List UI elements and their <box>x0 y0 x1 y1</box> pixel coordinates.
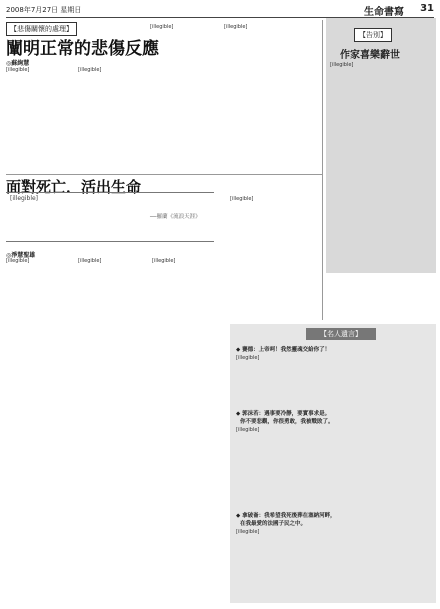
mingren-entry-head: ◆ 郭沫若：遇事要冷靜，要實事求是。 <box>236 411 331 417</box>
article2-col4: [illegible] <box>230 196 254 202</box>
article1-col2: [illegible] <box>78 67 102 73</box>
header-date: 2008年7月27日 星期日 <box>6 6 82 14</box>
article2-col2: [illegible] <box>78 258 102 264</box>
mingren-entry-sub: 你不要悲觀，你很勇敢，我被戰敗了。 <box>240 419 334 425</box>
article1-title: 闡明正常的悲傷反應 <box>6 39 159 59</box>
mingren-entry <box>236 346 436 410</box>
article1-byline: ◎蘇絢慧 <box>6 60 30 67</box>
mingren-entry-head: ◆ 賽德：上帝呵！我然靈魂交給你了！ <box>236 347 331 353</box>
article1-col1: [illegible] <box>6 67 30 73</box>
article2-quote-source: ──羅蘭《流浪天涯》 <box>150 214 201 220</box>
article2-title: 面對死亡．活出生命 <box>6 178 142 196</box>
page-number: 31 <box>420 3 434 14</box>
mingren-tag: 【名人遺言】 <box>306 328 376 340</box>
page-header <box>6 3 434 18</box>
mingren-entry-body: [illegible] <box>236 427 260 433</box>
mingren-entry <box>236 512 436 585</box>
article2-col3: [illegible] <box>152 258 176 264</box>
sidebar-title: 作家喜樂辭世 <box>340 50 400 61</box>
column-rule <box>322 20 323 320</box>
mingren-entry <box>236 410 436 505</box>
article1-tag: 【悲傷關懷的處理】 <box>6 22 77 36</box>
section-name: 生命書寫 <box>364 7 404 18</box>
mingren-entry-sub: 在我最愛的法國子民之中。 <box>240 521 307 527</box>
mingren-entry-head: ◆ 拿破崙：我希望我死後葬在塞納河畔， <box>236 513 336 519</box>
article2-byline: ◎淨慧聖雄 <box>6 252 36 259</box>
article1-col4: [illegible] <box>224 24 248 30</box>
sidebar-tag: 【告別】 <box>354 28 392 42</box>
article2-col1: [illegible] <box>6 258 30 264</box>
mingren-entry-body: [illegible] <box>236 529 260 535</box>
sidebar-body: [illegible] <box>330 62 354 68</box>
divider <box>6 174 322 175</box>
article2-quote-text: [illegible] <box>10 195 39 202</box>
mingren-entry-body: [illegible] <box>236 355 260 361</box>
article1-col3: [illegible] <box>150 24 174 30</box>
